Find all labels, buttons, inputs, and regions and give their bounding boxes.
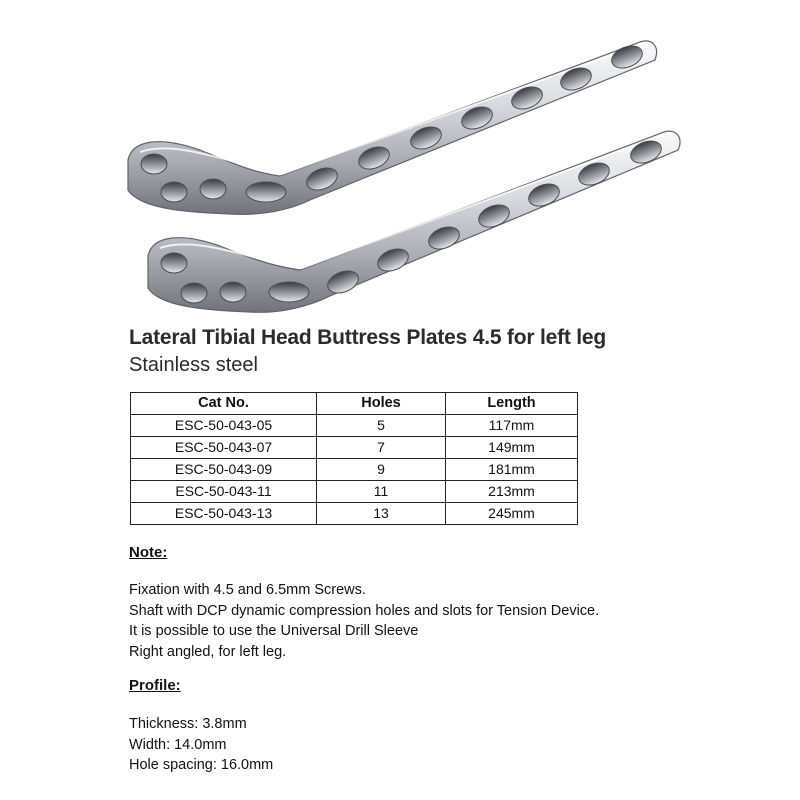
cell-cat-no: ESC-50-043-13 — [131, 503, 317, 525]
note-line: Fixation with 4.5 and 6.5mm Screws. — [129, 582, 366, 598]
cell-holes: 11 — [317, 481, 446, 503]
table-header-row — [131, 393, 578, 415]
cell-length: 245mm — [446, 503, 578, 525]
table-row — [131, 503, 578, 525]
table-row — [131, 481, 578, 503]
cell-holes: 13 — [317, 503, 446, 525]
cell-holes: 9 — [317, 459, 446, 481]
table-row — [131, 437, 578, 459]
profile-heading: Profile: — [129, 677, 181, 694]
profile-line-thickness: Thickness: 3.8mm — [129, 716, 247, 732]
product-title: Lateral Tibial Head Buttress Plates 4.5 for left leg — [129, 326, 607, 349]
profile-line-hole-spacing: Hole spacing: 16.0mm — [129, 757, 274, 773]
cell-length: 149mm — [446, 437, 578, 459]
table-row — [131, 415, 578, 437]
note-line: Shaft with DCP dynamic compression holes and slots for Tension Device. — [129, 602, 600, 619]
column-header-holes: Holes — [317, 393, 446, 415]
cell-cat-no: ESC-50-043-05 — [131, 415, 317, 437]
note-line: It is possible to use the Universal Drill Sleeve — [129, 623, 419, 639]
cell-length: 117mm — [446, 415, 578, 437]
profile-text — [129, 714, 273, 776]
cell-cat-no: ESC-50-043-07 — [131, 437, 317, 459]
note-heading: Note: — [129, 544, 168, 561]
cell-holes: 7 — [317, 437, 446, 459]
cell-holes: 5 — [317, 415, 446, 437]
column-header-cat-no: Cat No. — [131, 393, 317, 415]
profile-line-width: Width: 14.0mm — [129, 736, 227, 753]
table-row — [131, 459, 578, 481]
catalog-table — [130, 392, 578, 525]
cell-cat-no: ESC-50-043-11 — [131, 481, 317, 503]
note-text — [129, 580, 599, 662]
cell-length: 181mm — [446, 459, 578, 481]
cell-length: 213mm — [446, 481, 578, 503]
column-header-length: Length — [446, 393, 578, 415]
cell-cat-no: ESC-50-043-09 — [131, 459, 317, 481]
product-material: Stainless steel — [129, 354, 258, 376]
note-line: Right angled, for left leg. — [129, 643, 287, 660]
bone-plates-illustration — [0, 0, 800, 330]
